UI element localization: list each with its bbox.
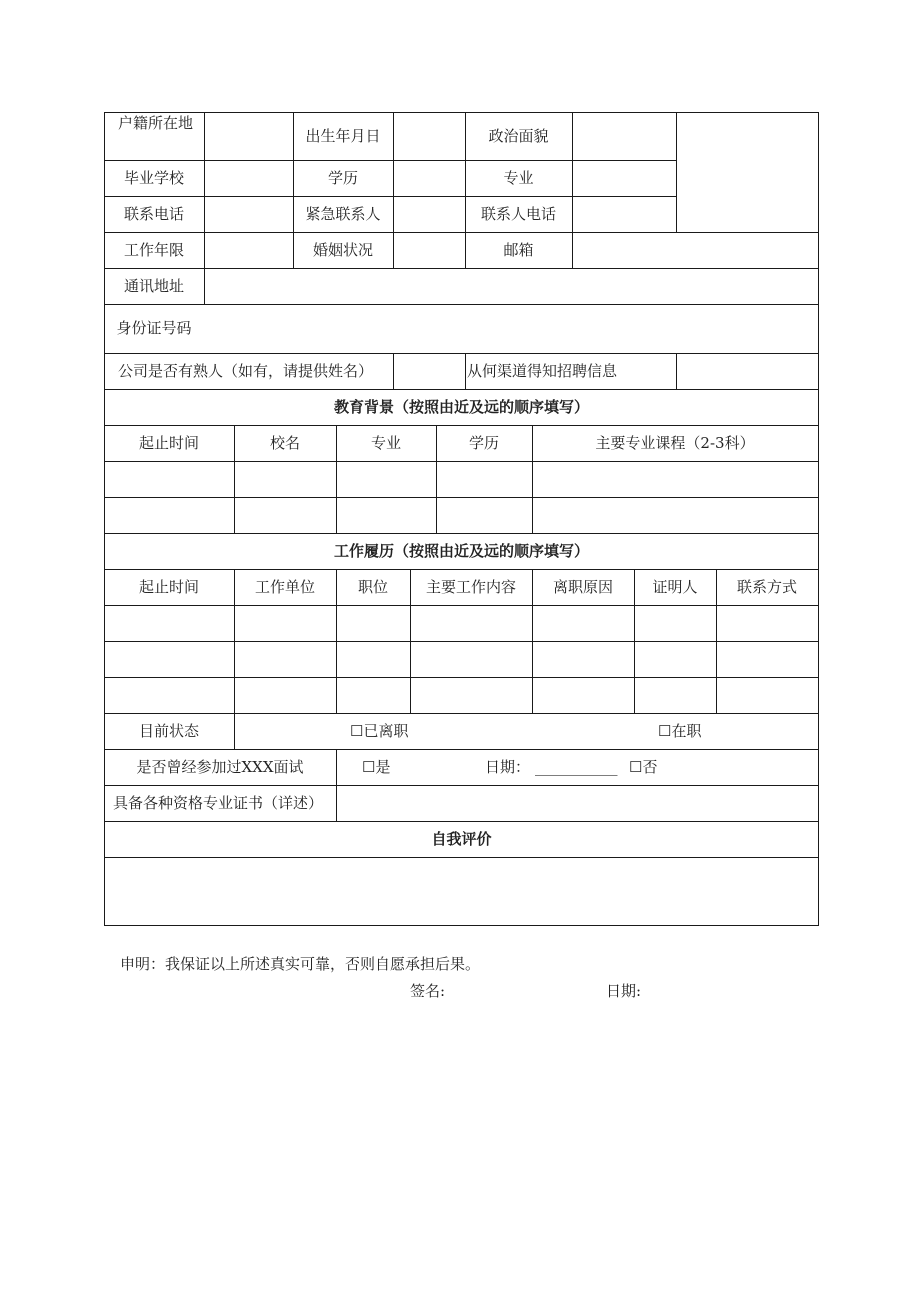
rule — [104, 232, 819, 233]
rule — [104, 389, 819, 390]
rule — [104, 857, 819, 858]
rule — [393, 112, 394, 268]
checkbox-resigned[interactable]: ☐已离职 — [350, 722, 409, 740]
work-title: 工作履历（按照由近及远的顺序填写） — [333, 542, 589, 560]
signature-label: 签名: — [410, 982, 446, 1000]
rule — [104, 196, 676, 197]
checkbox-no[interactable]: ☐否 — [629, 758, 658, 776]
checkbox-yes[interactable]: ☐是 — [362, 758, 391, 776]
label-current-status: 目前状态 — [138, 722, 199, 740]
label-source: 从何渠道得知招聘信息 — [467, 362, 618, 380]
label-acquaintance: 公司是否有熟人（如有，请提供姓名） — [118, 362, 374, 380]
label-birth: 出生年月日 — [305, 127, 381, 145]
edu-col-school: 校名 — [269, 434, 300, 452]
rule — [104, 569, 819, 570]
label-school: 毕业学校 — [123, 169, 184, 187]
rule — [104, 821, 819, 822]
rule — [104, 461, 819, 462]
self-eval-title: 自我评价 — [431, 830, 492, 848]
edu-col-degree: 学历 — [468, 434, 499, 452]
rule — [104, 533, 819, 534]
rule — [465, 353, 466, 389]
rule — [393, 353, 394, 389]
rule — [104, 677, 819, 678]
education-title: 教育背景（按照由近及远的顺序填写） — [333, 398, 589, 416]
rule — [104, 713, 819, 714]
rule — [676, 112, 677, 232]
rule — [104, 641, 819, 642]
rule — [104, 268, 819, 269]
label-education: 学历 — [327, 169, 358, 187]
work-col-company: 工作单位 — [254, 578, 315, 596]
interview-date-blank[interactable]: ___________ — [535, 758, 618, 776]
rule — [572, 112, 573, 268]
label-contact-phone: 联系人电话 — [480, 205, 556, 223]
rule — [104, 605, 819, 606]
rule — [204, 112, 205, 304]
rule — [104, 160, 676, 161]
label-certificates: 具备各种资格专业证书（详述） — [113, 794, 324, 812]
work-col-reference: 证明人 — [652, 578, 698, 596]
label-emergency-contact: 紧急联系人 — [305, 205, 381, 223]
label-major: 专业 — [503, 169, 534, 187]
label-marital: 婚姻状况 — [312, 241, 373, 259]
edu-col-major: 专业 — [370, 434, 401, 452]
label-work-years: 工作年限 — [123, 241, 184, 259]
label-email: 邮箱 — [503, 241, 534, 259]
rule — [104, 304, 819, 305]
rule — [104, 497, 819, 498]
rule — [104, 353, 819, 354]
work-col-duties: 主要工作内容 — [425, 578, 516, 596]
work-col-period: 起止时间 — [138, 578, 199, 596]
label-address: 通讯地址 — [123, 277, 184, 295]
label-phone: 联系电话 — [123, 205, 184, 223]
border-right — [818, 112, 819, 926]
checkbox-employed[interactable]: ☐在职 — [658, 722, 702, 740]
label-political: 政治面貌 — [488, 127, 549, 145]
work-col-position: 职位 — [357, 578, 388, 596]
rule — [234, 569, 235, 749]
label-id-number: 身份证号码 — [116, 319, 192, 337]
border-bottom — [104, 925, 819, 926]
rule — [336, 749, 337, 821]
edu-col-period: 起止时间 — [138, 434, 199, 452]
work-col-reason: 离职原因 — [552, 578, 613, 596]
rule — [676, 353, 677, 389]
rule — [104, 785, 819, 786]
footer-date-label: 日期: — [606, 982, 642, 1000]
edu-col-courses: 主要专业课程（2-3科） — [595, 434, 755, 452]
declaration-text: 申明：我保证以上所述真实可靠，否则自愿承担后果。 — [120, 955, 481, 973]
label-past-interview: 是否曾经参加过XXX面试 — [136, 758, 304, 776]
border-left — [104, 112, 105, 926]
rule — [104, 749, 819, 750]
label-hukou: 户籍所在地 — [118, 114, 194, 132]
label-interview-date: 日期： — [485, 758, 531, 776]
rule — [104, 425, 819, 426]
work-col-contact: 联系方式 — [736, 578, 797, 596]
border-top — [104, 112, 819, 113]
